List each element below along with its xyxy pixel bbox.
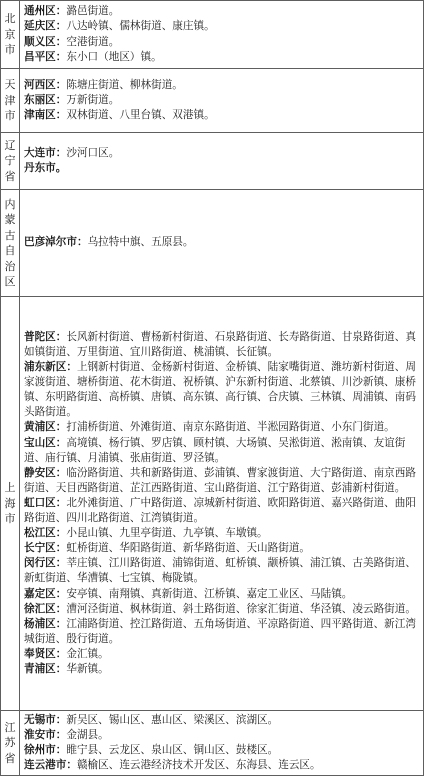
district-entry (24, 647, 419, 662)
table-row (1, 297, 424, 711)
district-name: 昌平区： (24, 50, 67, 63)
district-name: 大连市： (24, 146, 67, 159)
district-places: 双林街道、八里台镇、双港镇。 (66, 109, 215, 122)
district-entry (24, 35, 419, 50)
district-places: 小昆山镇、九里亭街道、九亭镇、车墩镇。 (66, 527, 268, 540)
province-name: 北京市 (4, 12, 16, 57)
district-entry (24, 758, 419, 773)
district-places: 漕河泾街道、枫林街道、斜土路街道、徐家汇街道、华泾镇、凌云路街道。 (66, 602, 416, 615)
province-cell (1, 297, 20, 711)
district-entry (24, 146, 419, 161)
district-entry (24, 78, 419, 93)
district-entry (24, 662, 419, 677)
district-entry (24, 436, 419, 466)
district-name: 浦东新区： (24, 361, 77, 374)
district-list-cell (20, 711, 424, 776)
district-places: 高境镇、杨行镇、罗店镇、顾村镇、大场镇、吴淞街道、淞南镇、友谊街道、庙行镇、月浦镇、张庙街道、罗泾镇。 (24, 436, 406, 464)
district-list-cell (20, 1, 424, 69)
district-name: 延庆区： (24, 20, 67, 33)
district-places: 莘庄镇、江川路街道、浦锦街道、虹桥镇、颛桥镇、浦江镇、古美路街道、新虹街道、华漕镇、七宝镇、梅陇镇。 (24, 557, 416, 585)
district-name: 青浦区： (24, 662, 67, 675)
district-places: 金湖县。 (66, 728, 109, 741)
district-name: 虹口区： (24, 496, 67, 509)
province-cell (1, 69, 20, 133)
district-entry (24, 161, 419, 176)
district-name: 奉贤区： (24, 647, 67, 660)
district-places: 乌拉特中旗、五原县。 (87, 236, 194, 249)
district-name: 嘉定区： (24, 587, 67, 600)
district-places: 江浦路街道、控江路街道、五角场街道、平凉路街道、四平路街道、新江湾城街道、殷行街道。 (24, 617, 416, 645)
district-entry (24, 496, 419, 526)
district-places: 上钢新村街道、金杨新村街道、金桥镇、陆家嘴街道、潍坊新村街道、周家渡街道、塘桥街道、花木街道、祝桥镇、沪东新村街道、北蔡镇、川沙新镇、康桥镇、东明路街道、高桥镇、唐镇、高东镇、高行镇、合庆镇、三林镇、周浦镇、南码头路街道。 (24, 361, 416, 419)
district-name: 静安区： (24, 466, 67, 479)
district-list-cell (20, 297, 424, 711)
province-cell (1, 133, 20, 190)
district-list-cell (20, 133, 424, 190)
district-name: 闵行区： (24, 557, 67, 570)
district-places: 万新街道。 (66, 93, 120, 106)
district-name: 津南区： (24, 109, 67, 122)
province-name: 上海市 (4, 481, 16, 526)
table-body (1, 1, 424, 776)
district-entry (24, 556, 419, 586)
table-row (1, 711, 424, 776)
province-cell (1, 711, 20, 776)
district-places: 华新镇。 (66, 662, 109, 675)
district-entry (24, 50, 419, 65)
district-entry (24, 587, 419, 602)
district-name: 徐州市： (24, 744, 67, 756)
province-name: 天津市 (4, 78, 16, 123)
district-places: 八达岭镇、儒林街道、康庄镇。 (66, 20, 215, 33)
district-name: 巴彦淖尔市： (24, 236, 88, 249)
district-name: 无锡市： (24, 713, 67, 726)
district-places: 睢宁县、云龙区、泉山区、铜山区、鼓楼区。 (66, 744, 279, 756)
district-places: 虹桥街道、华阳路街道、新华路街道、天山路街道。 (66, 542, 311, 555)
district-places: 赣榆区、连云港经济技术开发区、东海县、连云区。 (76, 759, 321, 772)
province-name: 内蒙古自治区 (4, 197, 16, 288)
district-entry (24, 330, 419, 360)
district-name: 普陀区： (24, 330, 67, 343)
district-entry (24, 93, 419, 108)
district-list-cell (20, 190, 424, 297)
district-name: 通州区： (24, 5, 67, 18)
district-name: 松江区： (24, 527, 67, 540)
district-places: 安亭镇、南翔镇、真新街道、江桥镇、嘉定工业区、马陆镇。 (66, 587, 353, 600)
district-entry (24, 420, 419, 435)
district-name: 黄浦区： (24, 421, 67, 434)
district-places: 空港街道。 (66, 35, 120, 48)
district-entry (24, 4, 419, 19)
district-entry (24, 235, 419, 250)
district-places: 东小口（地区）镇。 (66, 50, 162, 63)
district-places: 新吴区、锡山区、惠山区、梁溪区、滨湖区。 (66, 713, 279, 726)
district-places: 沙河口区。 (66, 146, 120, 159)
district-places: 陈塘庄街道、柳林街道。 (66, 78, 183, 91)
district-places: 潞邑街道。 (66, 5, 120, 18)
district-entry (24, 466, 419, 496)
district-name: 顺义区： (24, 35, 67, 48)
district-list-cell (20, 69, 424, 133)
table-row (1, 133, 424, 190)
district-name: 宝山区： (24, 436, 67, 449)
table-row (1, 190, 424, 297)
province-name: 辽宁省 (4, 138, 16, 183)
district-entry (24, 743, 419, 758)
province-name: 江苏省 (4, 720, 16, 765)
district-places: 长风新村街道、曹杨新村街道、石泉路街道、长寿路街道、甘泉路街道、真如镇街道、万里街道、宜川路街道、桃浦镇、长征镇。 (24, 330, 416, 359)
district-places: 打浦桥街道、外滩街道、南京东路街道、半淞园路街道、小东门街道。 (66, 421, 395, 434)
district-entry (24, 617, 419, 647)
district-name: 丹东市。 (24, 162, 67, 174)
district-name: 徐汇区： (24, 602, 67, 615)
province-cell (1, 190, 20, 297)
district-entry (24, 360, 419, 420)
district-name: 长宁区： (24, 542, 67, 555)
district-entry (24, 526, 419, 541)
province-cell (1, 1, 20, 69)
district-entry (24, 541, 419, 556)
district-entry (24, 713, 419, 728)
district-entry (24, 19, 419, 34)
district-places: 北外滩街道、广中路街道、凉城新村街道、欧阳路街道、嘉兴路街道、曲阳路街道、四川北路街道、江湾镇街道。 (24, 496, 416, 525)
district-entry (24, 108, 419, 123)
district-name: 东丽区： (24, 93, 67, 106)
table-row (1, 1, 424, 69)
district-entry (24, 602, 419, 617)
district-name: 河西区： (24, 78, 67, 91)
district-name: 连云港市： (24, 759, 77, 772)
table-row (1, 69, 424, 133)
district-name: 淮安市： (24, 728, 67, 741)
district-places: 临汾路街道、共和新路街道、彭浦镇、曹家渡街道、大宁路街道、南京西路街道、天目西路街道、芷江西路街道、宝山路街道、江宁路街道、彭浦新村街道。 (24, 466, 416, 494)
district-places: 金汇镇。 (66, 647, 109, 660)
district-entry (24, 728, 419, 743)
district-name: 杨浦区： (24, 617, 67, 630)
